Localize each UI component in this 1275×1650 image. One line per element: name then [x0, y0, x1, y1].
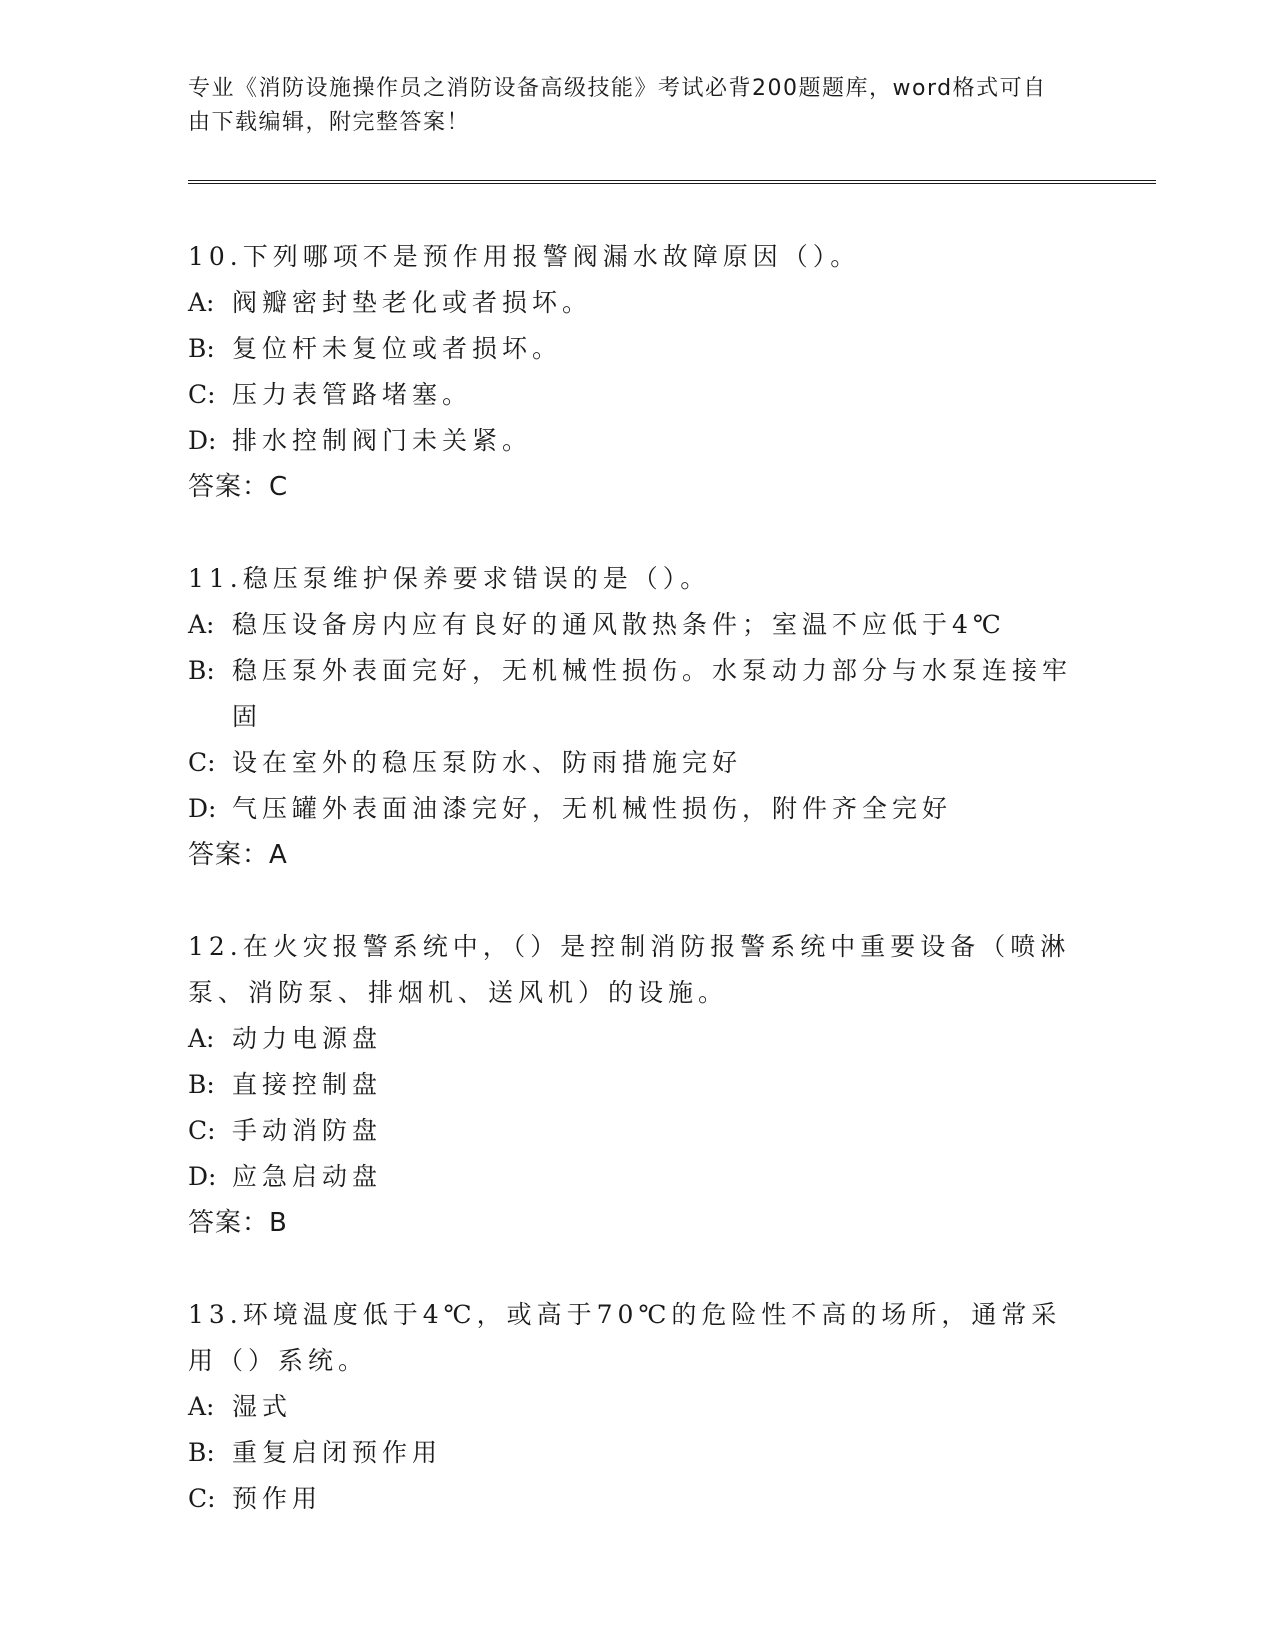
- option-text: 设在室外的稳压泵防水、防雨措施完好: [232, 748, 743, 777]
- option-letter: B:: [188, 1438, 215, 1467]
- option-letter: D:: [188, 1162, 217, 1191]
- option-letter: A:: [188, 288, 215, 317]
- option-letter: C:: [188, 1484, 216, 1513]
- option-letter: A:: [188, 610, 215, 639]
- document-header: [188, 72, 1068, 140]
- option-text: 动力电源盘: [232, 1024, 383, 1053]
- option-text: 湿式: [232, 1392, 293, 1421]
- option-text: 稳压泵外表面完好，无机械性损伤。水泵动力部分与水泵连接牢固: [232, 656, 1073, 731]
- option-a: [188, 602, 1088, 648]
- option-text: 阀瓣密封垫老化或者损坏。: [232, 288, 593, 317]
- question-11: [188, 556, 1088, 878]
- option-c: [188, 1476, 1088, 1522]
- option-a: [188, 1016, 1088, 1062]
- option-text: 稳压设备房内应有良好的通风散热条件；室温不应低于4℃: [232, 610, 1006, 639]
- question-stem: 12.在火灾报警系统中，（）是控制消防报警系统中重要设备（喷淋泵、消防泵、排烟机、送风机）的设施。: [188, 932, 1071, 1007]
- option-text: 复位杆未复位或者损坏。: [232, 334, 563, 363]
- option-b: [188, 1430, 1088, 1476]
- question-stem: 13.环境温度低于4℃，或高于70℃的危险性不高的场所，通常采用（）系统。: [188, 1300, 1062, 1375]
- question-12: [188, 924, 1088, 1246]
- option-c: [188, 1108, 1088, 1154]
- option-letter: C:: [188, 380, 216, 409]
- option-text: 直接控制盘: [232, 1070, 383, 1099]
- header-text: 专业《消防设施操作员之消防设备高级技能》考试必背200题题库，word格式可自由下载编辑，附完整答案！: [188, 76, 1047, 135]
- option-letter: B:: [188, 656, 215, 685]
- option-letter: B:: [188, 1070, 215, 1099]
- question-stem: 11.稳压泵维护保养要求错误的是（）。: [188, 564, 711, 593]
- option-text: 气压罐外表面油漆完好，无机械性损伤，附件齐全完好: [232, 794, 953, 823]
- option-text: 排水控制阀门未关紧。: [232, 426, 533, 455]
- option-letter: D:: [188, 426, 217, 455]
- answer-line: 答案：A: [188, 840, 288, 870]
- option-text: 重复启闭预作用: [232, 1438, 443, 1467]
- option-letter: A:: [188, 1024, 215, 1053]
- option-d: [188, 786, 1088, 832]
- option-c: [188, 740, 1088, 786]
- option-a: [188, 1384, 1088, 1430]
- option-text: 手动消防盘: [232, 1116, 383, 1145]
- option-letter: A:: [188, 1392, 215, 1421]
- option-text: 预作用: [232, 1484, 323, 1513]
- header-double-rule: [188, 180, 1156, 184]
- option-d: [188, 1154, 1088, 1200]
- option-letter: B:: [188, 334, 215, 363]
- answer-line: 答案：B: [188, 1208, 288, 1238]
- option-b: [188, 1062, 1088, 1108]
- option-letter: C:: [188, 1116, 216, 1145]
- option-b: [188, 326, 1088, 372]
- answer-line: 答案：C: [188, 472, 289, 502]
- question-list: [188, 234, 1088, 1568]
- option-d: [188, 418, 1088, 464]
- question-13: [188, 1292, 1088, 1522]
- option-letter: C:: [188, 748, 216, 777]
- question-stem: 10.下列哪项不是预作用报警阀漏水故障原因（）。: [188, 242, 861, 271]
- option-letter: D:: [188, 794, 217, 823]
- option-b: [188, 648, 1088, 740]
- option-text: 应急启动盘: [232, 1162, 383, 1191]
- option-text: 压力表管路堵塞。: [232, 380, 473, 409]
- question-10: [188, 234, 1088, 510]
- option-c: [188, 372, 1088, 418]
- option-a: [188, 280, 1088, 326]
